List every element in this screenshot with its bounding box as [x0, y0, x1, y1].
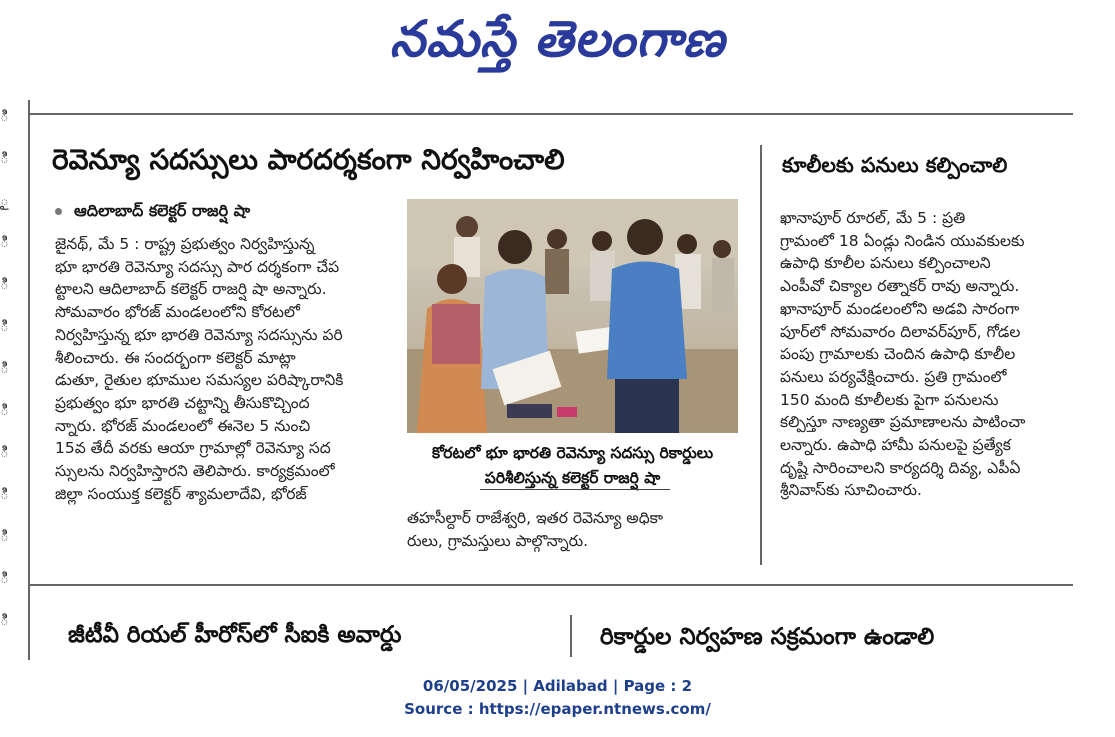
- bottom-left-headline: జీటీవీ రియల్ హీరోస్‌లో సీఐకి అవార్డు: [68, 622, 402, 648]
- body-line: సోమవారం భోరజ్ మండలంలోని కోరటలో: [55, 303, 300, 322]
- body-line: నిర్వహిస్తున్న భూ భారతి రెవెన్యూ సదస్సును పరి: [55, 325, 343, 344]
- margin-glyph: ి: [0, 569, 9, 587]
- body-line: పంపు గ్రామాలకు చెందిన ఉపాధి కూలీల: [780, 345, 1016, 364]
- bottom-column-divider: [570, 615, 572, 657]
- left-column-rule: [28, 100, 30, 660]
- margin-glyph: ి: [0, 401, 9, 419]
- caption-line: పరిశీలిస్తున్న కలెక్టర్ రాజర్షి షా: [484, 469, 661, 487]
- caption-line: కోరటలో భూ భారతి రెవెన్యూ సదస్సు రికార్డులు: [431, 444, 714, 462]
- margin-glyph: ౖ: [0, 191, 9, 209]
- bullet-icon: [55, 208, 62, 215]
- body-line: ఖానాపూర్ రూరల్, మే 5 : ప్రతి: [780, 209, 966, 227]
- body-line: ట్టాలని ఆదిలాబాద్ కలెక్టర్ రాజర్షి షా అన్నారు.: [55, 280, 327, 299]
- margin-glyph: ి: [0, 485, 9, 503]
- body-line: పూర్‌లో సోమవారం దిలావర్‌పూర్, గోడల: [780, 322, 1021, 341]
- body-line: జిల్లా సంయుక్త కలెక్టర్ శ్యామలాదేవి, భోరజ్: [55, 484, 307, 503]
- main-story-continuation: [407, 507, 738, 552]
- body-line: ఎంపీవో చిక్యాల రత్నాకర్ రావు అన్నారు.: [780, 277, 1020, 296]
- bottom-section-rule: [28, 584, 1073, 586]
- margin-glyph: ి: [0, 149, 9, 167]
- margin-glyph: ి: [0, 233, 9, 251]
- body-line: డుతూ, రైతుల భూముల సమస్యల పరిష్కారానికి: [55, 371, 344, 390]
- column-divider: [760, 145, 762, 565]
- margin-glyph: ి: [0, 359, 9, 377]
- footer: [0, 675, 1115, 721]
- body-line: శీలించారు. ఈ సందర్భంగా కలెక్టర్ మాట్లా: [55, 348, 296, 367]
- body-line: గ్రామంలో 18 ఏండ్లు నిండిన యువకులకు: [780, 231, 1025, 250]
- body-line: లన్నారు. ఉపాధి హామీ పనులపై ప్రత్యేక: [780, 436, 1011, 455]
- byline-text: ఆదిలాబాద్ కలెక్టర్ రాజర్షి షా: [74, 201, 251, 220]
- side-story-body: [780, 207, 1076, 502]
- top-rule: [28, 113, 1073, 115]
- masthead-logo: నమస్తే తెలంగాణ: [389, 9, 726, 68]
- footer-date-line: 06/05/2025 | Adilabad | Page : 2: [422, 677, 693, 695]
- body-line: పనులు పర్యవేక్షించారు. ప్రతి గ్రామంలో: [780, 367, 1007, 386]
- photo-caption: [407, 441, 738, 491]
- body-line: శ్రీనివాస్‌కు సూచించారు.: [780, 481, 922, 500]
- body-line: తహసీల్దార్ రాజేశ్వరి, ఇతర రెవెన్యూ అధికా: [407, 509, 664, 527]
- news-photo: [407, 199, 738, 433]
- main-story-body: [55, 233, 385, 505]
- body-line: భూ భారతి రెవెన్యూ సదస్సు పార దర్శకంగా చేప: [55, 257, 340, 276]
- main-byline: [55, 201, 395, 224]
- body-line: న్నారు. భోరజ్ మండలంలో ఈనెల 5 నుంచి: [55, 416, 311, 435]
- body-line: జైనథ్, మే 5 : రాష్ట్ర ప్రభుత్వం నిర్వహిస్తున్న: [55, 235, 315, 253]
- margin-glyph: ి: [0, 107, 9, 125]
- side-headline: కూలీలకు పనులు కల్పించాలి: [782, 153, 1008, 177]
- body-line: ఉపాధి కూలీల పనులు కల్పించాలని: [780, 254, 991, 273]
- footer-source-link[interactable]: Source : https://epaper.ntnews.com/: [404, 700, 711, 718]
- body-line: రులు, గ్రామస్తులు పాల్గొన్నారు.: [407, 531, 589, 550]
- body-line: 150 మంది కూలీలకు పైగా పనులను: [780, 390, 999, 409]
- main-headline: రెవెన్యూ సదస్సులు పారదర్శకంగా నిర్వహించాలి: [52, 143, 565, 176]
- body-line: ప్రభుత్వం భూ భారతి చట్టాన్ని తీసుకొచ్చింద: [55, 393, 310, 412]
- body-line: స్సులను నిర్వహిస్తారని తెలిపారు. కార్యక్రమంలో: [55, 462, 335, 481]
- margin-glyph: ి: [0, 611, 9, 629]
- margin-glyph: ి: [0, 443, 9, 461]
- photo-illustration: [407, 199, 738, 433]
- margin-glyph: ి: [0, 275, 9, 293]
- body-line: దృష్టి సారించాలని కార్యదర్శి దివ్య, ఎపీఏ: [780, 458, 1021, 477]
- body-line: కల్పిస్తూ నాణ్యతా ప్రమాణాలను పాటించా: [780, 413, 1026, 432]
- margin-glyph: ి: [0, 527, 9, 545]
- left-margin-fragment: [0, 95, 14, 655]
- body-line: ఖానాపూర్ మండలంలోని అడవి సారంగా: [780, 299, 1020, 318]
- margin-glyph: ి: [0, 317, 9, 335]
- body-line: 15వ తేదీ వరకు ఆయా గ్రామాల్లో రెవెన్యూ సద: [55, 439, 331, 458]
- bottom-right-headline: రికార్డుల నిర్వహణ సక్రమంగా ఉండాలి: [600, 624, 935, 650]
- caption-underline: [480, 489, 670, 490]
